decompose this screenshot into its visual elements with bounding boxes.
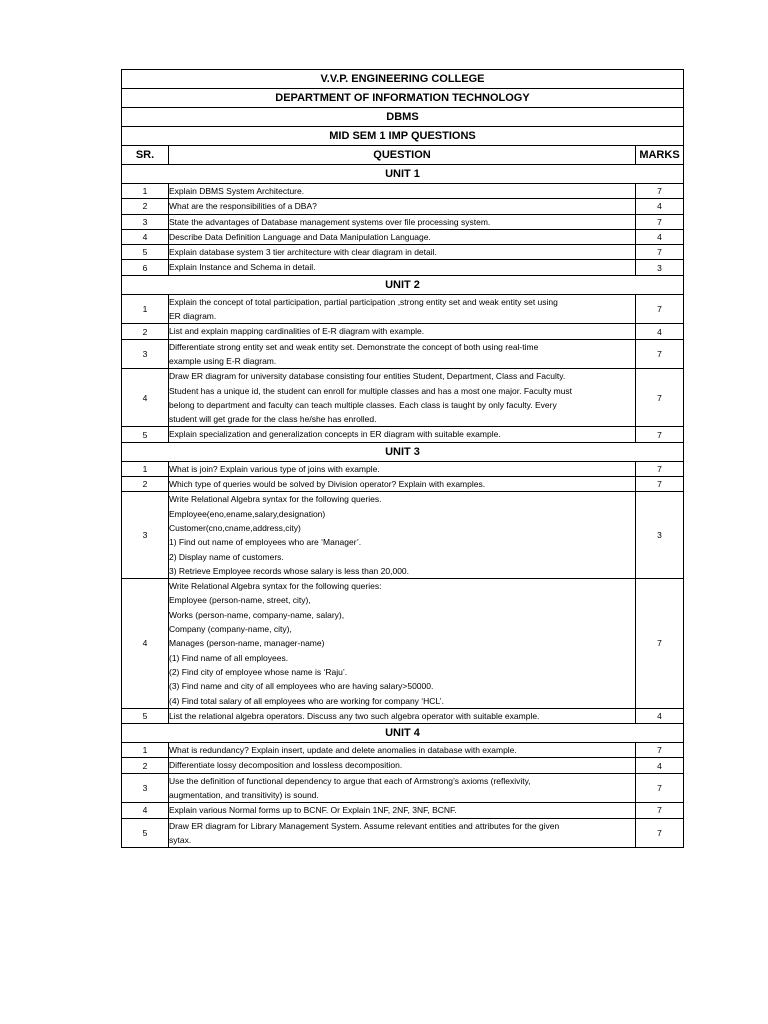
question-row	[122, 743, 684, 758]
question-row	[122, 324, 684, 339]
question-text	[169, 369, 636, 427]
question-text	[169, 339, 636, 369]
question-marks: 4	[636, 199, 684, 214]
question-marks: 7	[636, 294, 684, 324]
question-line: 2) Display name of customers.	[169, 551, 284, 562]
question-marks: 7	[636, 579, 684, 709]
question-line: ER diagram.	[169, 311, 217, 322]
question-number: 4	[122, 369, 169, 427]
question-number: 1	[122, 184, 169, 199]
question-line: Customer(cno,cname,address,city)	[169, 522, 301, 533]
question-row	[122, 803, 684, 818]
question-text	[169, 199, 636, 214]
question-marks: 7	[636, 477, 684, 492]
question-marks: 4	[636, 324, 684, 339]
question-text	[169, 324, 636, 339]
question-row	[122, 427, 684, 442]
question-line: What are the responsibilities of a DBA?	[169, 201, 317, 212]
question-marks: 7	[636, 461, 684, 476]
college-name: V.V.P. ENGINEERING COLLEGE	[122, 70, 684, 89]
question-line: Write Relational Algebra syntax for the following queries:	[169, 581, 382, 592]
question-line: Manages (person-name, manager-name)	[169, 638, 325, 649]
department-name: DEPARTMENT OF INFORMATION TECHNOLOGY	[122, 89, 684, 108]
question-marks: 3	[636, 260, 684, 275]
question-text	[169, 294, 636, 324]
question-row	[122, 199, 684, 214]
question-row	[122, 773, 684, 803]
question-row	[122, 758, 684, 773]
question-number: 1	[122, 743, 169, 758]
question-line: Use the definition of functional dependency to argue that each of Armstrong’s axioms (reflexivity,	[169, 775, 531, 786]
question-row	[122, 260, 684, 275]
question-line: augmentation, and transitivity) is sound.	[169, 789, 319, 800]
question-number: 3	[122, 492, 169, 579]
question-row	[122, 579, 684, 709]
unit-header-row	[122, 275, 684, 294]
question-marks: 7	[636, 339, 684, 369]
question-text	[169, 245, 636, 260]
question-line: What is redundancy? Explain insert, update and delete anomalies in database with example.	[169, 745, 517, 756]
question-number: 5	[122, 245, 169, 260]
question-line: 3) Retrieve Employee records whose salary is less than 20,000.	[169, 565, 410, 576]
question-number: 2	[122, 199, 169, 214]
question-line: Differentiate strong entity set and weak entity set. Demonstrate the concept of both using real-time	[169, 341, 539, 352]
question-marks: 7	[636, 427, 684, 442]
question-line: (3) Find name and city of all employees who are having salary>50000.	[169, 681, 434, 692]
unit-title: UNIT 1	[122, 165, 684, 184]
question-text	[169, 803, 636, 818]
question-row	[122, 818, 684, 848]
question-marks: 7	[636, 818, 684, 848]
question-line: Works (person-name, company-name, salary),	[169, 609, 345, 620]
question-row	[122, 184, 684, 199]
question-text	[169, 477, 636, 492]
question-text	[169, 758, 636, 773]
question-marks: 7	[636, 369, 684, 427]
question-number: 5	[122, 818, 169, 848]
question-text	[169, 461, 636, 476]
question-row	[122, 229, 684, 244]
question-line: Draw ER diagram for university database consisting four entities Student, Department, Class and Faculty.	[169, 371, 566, 382]
question-number: 1	[122, 461, 169, 476]
question-row	[122, 245, 684, 260]
question-line: List the relational algebra operators. Discuss any two such algebra operator with suitable example.	[169, 710, 540, 721]
question-marks: 7	[636, 743, 684, 758]
question-line: (1) Find name of all employees.	[169, 652, 289, 663]
question-text	[169, 579, 636, 709]
question-text	[169, 229, 636, 244]
question-line: What is join? Explain various type of joins with example.	[169, 463, 380, 474]
question-row	[122, 708, 684, 723]
unit-header-row	[122, 165, 684, 184]
unit-title: UNIT 4	[122, 724, 684, 743]
question-text	[169, 492, 636, 579]
question-line: Company (company-name, city),	[169, 624, 292, 635]
question-marks: 7	[636, 803, 684, 818]
question-line: Explain various Normal forms up to BCNF. Or Explain 1NF, 2NF, 3NF, BCNF.	[169, 805, 457, 816]
question-marks: 7	[636, 245, 684, 260]
question-line: Differentiate lossy decomposition and lossless decomposition.	[169, 760, 403, 771]
question-number: 5	[122, 427, 169, 442]
question-line: Explain database system 3 tier architecture with clear diagram in detail.	[169, 247, 437, 258]
question-number: 4	[122, 229, 169, 244]
question-line: sytax.	[169, 834, 192, 845]
question-line: (2) Find city of employee whose name is ‘Raju’.	[169, 666, 348, 677]
question-number: 5	[122, 708, 169, 723]
question-line: Write Relational Algebra syntax for the following queries.	[169, 494, 382, 505]
question-line: Student has a unique id, the student can enroll for multiple classes and has a most one major. Faculty must	[169, 385, 573, 396]
column-header-question: QUESTION	[169, 146, 636, 165]
question-row	[122, 369, 684, 427]
question-marks: 4	[636, 708, 684, 723]
question-text	[169, 818, 636, 848]
question-marks: 4	[636, 758, 684, 773]
question-text	[169, 743, 636, 758]
question-number: 3	[122, 339, 169, 369]
question-marks: 7	[636, 184, 684, 199]
question-number: 2	[122, 758, 169, 773]
question-row	[122, 492, 684, 579]
questions-table	[121, 69, 684, 848]
question-line: Which type of queries would be solved by Division operator? Explain with examples.	[169, 479, 486, 490]
question-number: 3	[122, 773, 169, 803]
question-number: 4	[122, 803, 169, 818]
question-number: 3	[122, 214, 169, 229]
question-number: 4	[122, 579, 169, 709]
column-header-marks: MARKS	[636, 146, 684, 165]
question-row	[122, 461, 684, 476]
question-line: List and explain mapping cardinalities of E-R diagram with example.	[169, 326, 425, 337]
document-title: MID SEM 1 IMP QUESTIONS	[122, 127, 684, 146]
question-line: State the advantages of Database management systems over file processing system.	[169, 216, 491, 227]
question-line: Explain the concept of total participation, partial participation ,strong entity set and weak entity set using	[169, 296, 558, 307]
question-marks: 3	[636, 492, 684, 579]
question-line: (4) Find total salary of all employees who are working for company ‘HCL’.	[169, 695, 444, 706]
question-text	[169, 184, 636, 199]
question-line: Employee(eno,ename,salary,designation)	[169, 508, 326, 519]
question-marks: 4	[636, 229, 684, 244]
question-text	[169, 708, 636, 723]
subject-name: DBMS	[122, 108, 684, 127]
column-header-sr: SR.	[122, 146, 169, 165]
question-text	[169, 427, 636, 442]
unit-title: UNIT 3	[122, 442, 684, 461]
question-line: student will get grade for the class he/she has enrolled.	[169, 414, 377, 425]
question-marks: 7	[636, 214, 684, 229]
question-number: 1	[122, 294, 169, 324]
question-line: 1) Find out name of employees who are ‘Manager’.	[169, 537, 362, 548]
question-marks: 7	[636, 773, 684, 803]
question-row	[122, 477, 684, 492]
question-line: example using E-R diagram.	[169, 355, 277, 366]
question-number: 6	[122, 260, 169, 275]
question-number: 2	[122, 477, 169, 492]
unit-header-row	[122, 442, 684, 461]
question-row	[122, 294, 684, 324]
question-row	[122, 214, 684, 229]
column-header-row	[122, 146, 684, 165]
unit-title: UNIT 2	[122, 275, 684, 294]
question-text	[169, 214, 636, 229]
question-row	[122, 339, 684, 369]
unit-header-row	[122, 724, 684, 743]
question-line: belong to department and faculty can teach multiple classes. Each class is taught by only faculty. Every	[169, 399, 557, 410]
question-line: Explain DBMS System Architecture.	[169, 186, 305, 196]
question-line: Explain Instance and Schema in detail.	[169, 262, 316, 273]
question-line: Describe Data Definition Language and Data Manipulation Language.	[169, 231, 431, 242]
question-line: Employee (person-name, street, city),	[169, 595, 311, 606]
question-line: Explain specialization and generalization concepts in ER diagram with suitable example.	[169, 429, 501, 440]
question-text	[169, 260, 636, 275]
question-number: 2	[122, 324, 169, 339]
question-line: Draw ER diagram for Library Management System. Assume relevant entities and attributes for the given	[169, 820, 560, 831]
question-text	[169, 773, 636, 803]
